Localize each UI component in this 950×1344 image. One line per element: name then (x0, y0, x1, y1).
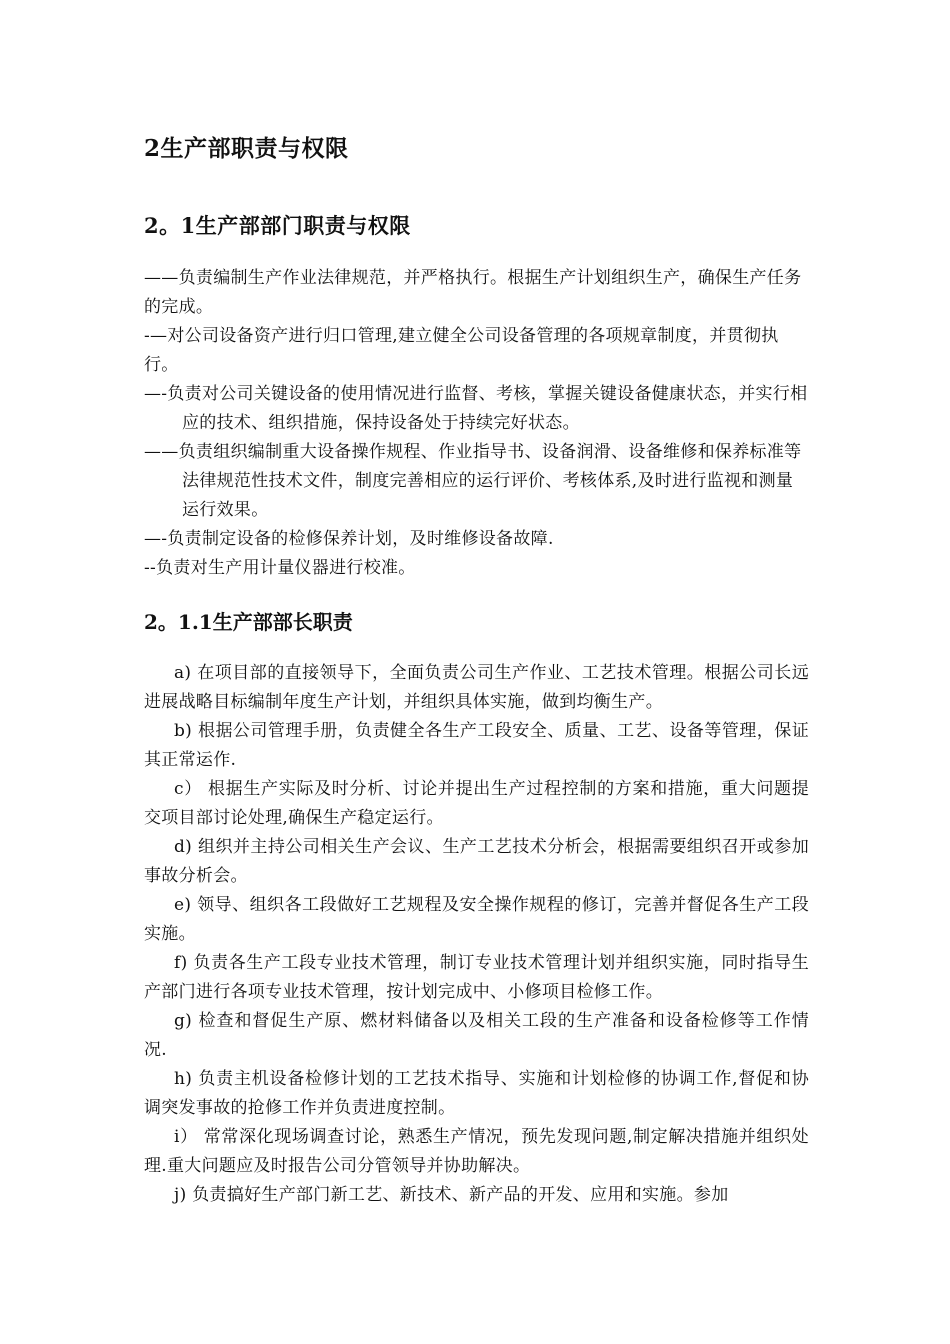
dept-duty-item: ——负责编制生产作业法律规范，并严格执行。根据生产计划组织生产，确保生产任务的完成。 (144, 268, 802, 317)
manager-duty-item: j) 负责搞好生产部门新工艺、新技术、新产品的开发、应用和实施。参加 (174, 1185, 729, 1205)
manager-duty-item: h) 负责主机设备检修计划的工艺技术指导、实施和计划检修的协调工作,督促和协调突发事故的抢修工作并负责进度控制。 (144, 1069, 809, 1118)
dept-duty-item: -—对公司设备资产进行归口管理,建立健全公司设备管理的各项规章制度，并贯彻执行。 (144, 326, 779, 375)
department-duties-list (144, 264, 809, 583)
section-heading-2: 2生产部职责与权限 (144, 135, 349, 162)
manager-duty-item: e) 领导、组织各工段做好工艺规程及安全操作规程的修订，完善并督促各生产工段实施。 (144, 895, 809, 944)
manager-duty-item: g) 检查和督促生产原、燃材料储备以及相关工段的生产准备和设备检修等工作情况. (144, 1011, 809, 1060)
manager-duties-list (144, 659, 809, 1210)
manager-duty-item: f) 负责各生产工段专业技术管理，制订专业技术管理计划并组织实施，同时指导生产部门进行各项专业技术管理，按计划完成中、小修项目检修工作。 (144, 953, 809, 1002)
manager-duty-item: d) 组织并主持公司相关生产会议、生产工艺技术分析会，根据需要组织召开或参加事故分析会。 (144, 837, 809, 886)
manager-duty-item: i） 常常深化现场调查讨论，熟悉生产情况，预先发现问题,制定解决措施并组织处理.重大问题应及时报告公司分管领导并协助解决。 (144, 1127, 809, 1176)
manager-duty-item: b) 根据公司管理手册，负责健全各生产工段安全、质量、工艺、设备等管理，保证其正常运作. (144, 721, 809, 770)
dept-duty-item: --负责对生产用计量仪器进行校准。 (144, 558, 416, 578)
manager-duty-item: c） 根据生产实际及时分析、讨论并提出生产过程控制的方案和措施，重大问题提交项目部讨论处理,确保生产稳定运行。 (144, 779, 809, 828)
section-heading-2-1: 2。1生产部部门职责与权限 (144, 213, 411, 238)
dept-duty-item: ——负责组织编制重大设备操作规程、作业指导书、设备润滑、设备维修和保养标准等法律规范性技术文件，制度完善相应的运行评价、考核体系,及时进行监视和测量运行效果。 (144, 442, 802, 520)
section-heading-2-1-1: 2。1.1生产部部长职责 (144, 610, 353, 634)
manager-duty-item: a) 在项目部的直接领导下，全面负责公司生产作业、工艺技术管理。根据公司长远进展战略目标编制年度生产计划，并组织具体实施，做到均衡生产。 (144, 663, 809, 712)
dept-duty-item: —-负责制定设备的检修保养计划，及时维修设备故障. (144, 529, 554, 549)
dept-duty-item: —-负责对公司关键设备的使用情况进行监督、考核，掌握关键设备健康状态，并实行相应的技术、组织措施，保持设备处于持续完好状态。 (144, 384, 808, 433)
